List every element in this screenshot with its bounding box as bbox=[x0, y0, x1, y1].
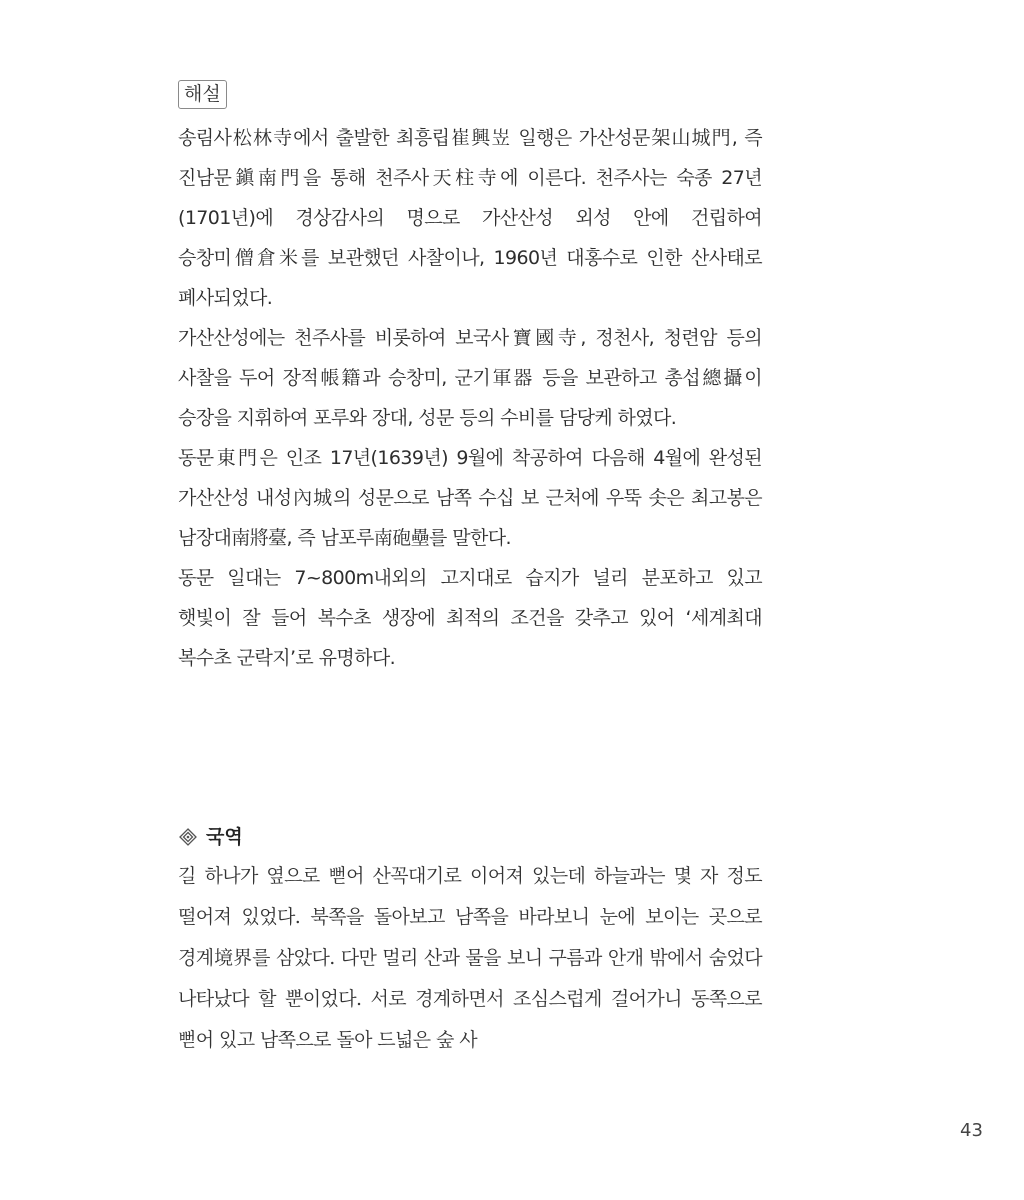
translation-body bbox=[178, 856, 762, 1061]
commentary-paragraph: 동문東門은 인조 17년(1639년) 9월에 착공하여 다음해 4월에 완성된 가산산성 내성內城의 성문으로 남쪽 수십 보 근처에 우뚝 솟은 최고봉은 남장대南將臺, 즉 남포루南砲壘를 말한다. bbox=[178, 447, 762, 549]
translation-heading bbox=[178, 822, 243, 852]
diamond-ornament-icon bbox=[178, 827, 198, 847]
section-label-commentary: 해설 bbox=[178, 80, 227, 109]
commentary-body bbox=[178, 118, 762, 678]
commentary-paragraph: 가산산성에는 천주사를 비롯하여 보국사寶國寺, 정천사, 청련암 등의 사찰을 두어 장적帳籍과 승창미, 군기軍器 등을 보관하고 총섭總攝이 승장을 지휘하여 포루와 장대, 성문 등의 수비를 담당케 하였다. bbox=[178, 327, 762, 429]
commentary-paragraph: 송림사松林寺에서 출발한 최흥립崔興岦 일행은 가산성문架山城門, 즉 진남문鎭南門을 통해 천주사天柱寺에 이른다. 천주사는 숙종 27년(1701년)에 경상감사의 명으로 가산산성 외성 안에 건립하여 승창미僧倉米를 보관했던 사찰이나, 1960년 대홍수로 인한 산사태로 폐사되었다. bbox=[178, 127, 762, 309]
translation-paragraph: 길 하나가 옆으로 뻗어 산꼭대기로 이어져 있는데 하늘과는 몇 자 정도 떨어져 있었다. 북쪽을 돌아보고 남쪽을 바라보니 눈에 보이는 곳으로 경계境界를 삼았다. 다만 멀리 산과 물을 보니 구름과 안개 밖에서 숨었다 나타났다 할 뿐이었다. 서로 경계하면서 조심스럽게 걸어가니 동쪽으로 뻗어 있고 남쪽으로 돌아 드넓은 숲 사 bbox=[178, 865, 762, 1051]
commentary-paragraph: 동문 일대는 7~800m내외의 고지대로 습지가 널리 분포하고 있고 햇빛이 잘 들어 복수초 생장에 최적의 조건을 갖추고 있어 ‘세계최대 복수초 군락지’로 유명하다. bbox=[178, 567, 762, 669]
page-number: 43 bbox=[960, 1120, 983, 1141]
translation-heading-label: 국역 bbox=[206, 826, 243, 848]
